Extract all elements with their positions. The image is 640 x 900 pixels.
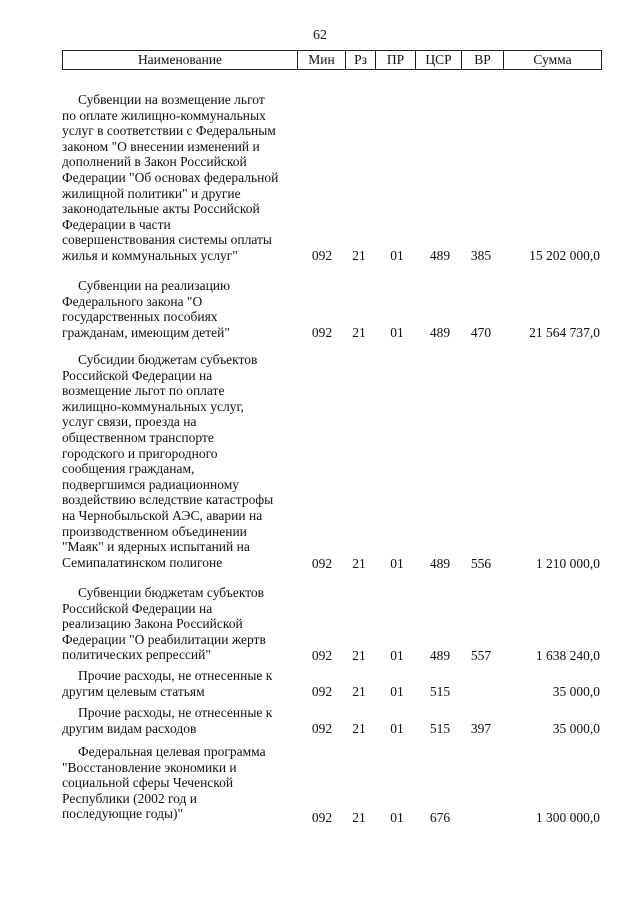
row-rz: 21	[352, 556, 366, 572]
table-row	[0, 744, 640, 826]
row-sum: 35 000,0	[552, 684, 600, 700]
row-sum: 35 000,0	[552, 721, 600, 737]
row-name: Субвенции на возмещение льгот по оплате жилищно-коммунальных услуг в соответствии с Федеральным законом "О внесении изменений и дополнений в Закон Российской Федерации "Об основах федеральной жилищной политики" и другие законодательные акты Российской Федерации в части совершенствования системы оплаты жилья и коммунальных услуг"	[62, 92, 279, 263]
row-min: 092	[311, 325, 333, 341]
table-row	[0, 352, 640, 572]
row-name: Федеральная целевая программа "Восстановление экономики и социальной сферы Чеченской Республики (2002 год и последующие годы)"	[62, 744, 266, 822]
row-pr: 01	[390, 248, 404, 264]
row-vr: 470	[470, 325, 492, 341]
row-name: Субсидии бюджетам субъектов Российской Федерации на возмещение льгот по оплате жилищно-коммунальных услуг, услуг связи, проезда на общественном транспорте городского и пригородного сообщения гражданам, подвергшимся радиационному воздействию вследствие катастрофы на Чернобыльской АЭС, аварии на производственном объединении "Маяк" и ядерных испытаний на Семипалатинском полигоне	[62, 352, 274, 570]
row-csr: 489	[429, 556, 451, 572]
row-min: 092	[311, 810, 333, 826]
row-min: 092	[311, 684, 333, 700]
row-rz: 21	[352, 325, 366, 341]
row-rz: 21	[352, 684, 366, 700]
row-csr: 515	[429, 721, 451, 737]
row-vr: 557	[470, 648, 492, 664]
row-csr: 489	[429, 648, 451, 664]
row-sum: 1 300 000,0	[535, 810, 600, 826]
row-sum: 1 210 000,0	[535, 556, 600, 572]
row-min: 092	[311, 248, 333, 264]
row-name: Прочие расходы, не отнесенные к другим целевым статьям	[62, 668, 273, 699]
row-pr: 01	[390, 684, 404, 700]
table-row	[0, 668, 640, 700]
header-rz: Рз	[345, 51, 375, 69]
row-name: Субвенции на реализацию Федерального закона "О государственных пособиях гражданам, имеющим детей"	[62, 278, 231, 340]
table-row	[0, 278, 640, 341]
header-pr: ПР	[375, 51, 415, 69]
page-number: 62	[313, 28, 327, 43]
row-min: 092	[311, 648, 333, 664]
row-csr: 676	[429, 810, 451, 826]
row-pr: 01	[390, 325, 404, 341]
row-rz: 21	[352, 648, 366, 664]
row-rz: 21	[352, 721, 366, 737]
row-rz: 21	[352, 810, 366, 826]
row-sum: 15 202 000,0	[529, 248, 600, 264]
row-name: Субвенции бюджетам субъектов Российской Федерации на реализацию Закона Российской Федерации "О реабилитации жертв политических репрессий"	[62, 585, 266, 663]
row-vr: 397	[470, 721, 492, 737]
table-row	[0, 585, 640, 664]
row-name: Прочие расходы, не отнесенные к другим видам расходов	[62, 705, 273, 736]
row-csr: 515	[429, 684, 451, 700]
row-min: 092	[311, 721, 333, 737]
row-vr: 556	[470, 556, 492, 572]
header-name: Наименование	[137, 52, 223, 67]
row-sum: 1 638 240,0	[535, 648, 600, 664]
table-row	[0, 705, 640, 737]
row-vr: 385	[470, 248, 492, 264]
row-sum: 21 564 737,0	[529, 325, 600, 341]
header-csr: ЦСР	[415, 51, 461, 69]
header-sum: Сумма	[503, 51, 601, 69]
header-min: Мин	[297, 51, 345, 69]
row-pr: 01	[390, 721, 404, 737]
row-rz: 21	[352, 248, 366, 264]
row-csr: 489	[429, 248, 451, 264]
row-csr: 489	[429, 325, 451, 341]
row-pr: 01	[390, 648, 404, 664]
row-pr: 01	[390, 556, 404, 572]
table-row	[0, 92, 640, 264]
header-vr: ВР	[461, 51, 503, 69]
row-min: 092	[311, 556, 333, 572]
row-pr: 01	[390, 810, 404, 826]
table-header	[62, 50, 602, 70]
